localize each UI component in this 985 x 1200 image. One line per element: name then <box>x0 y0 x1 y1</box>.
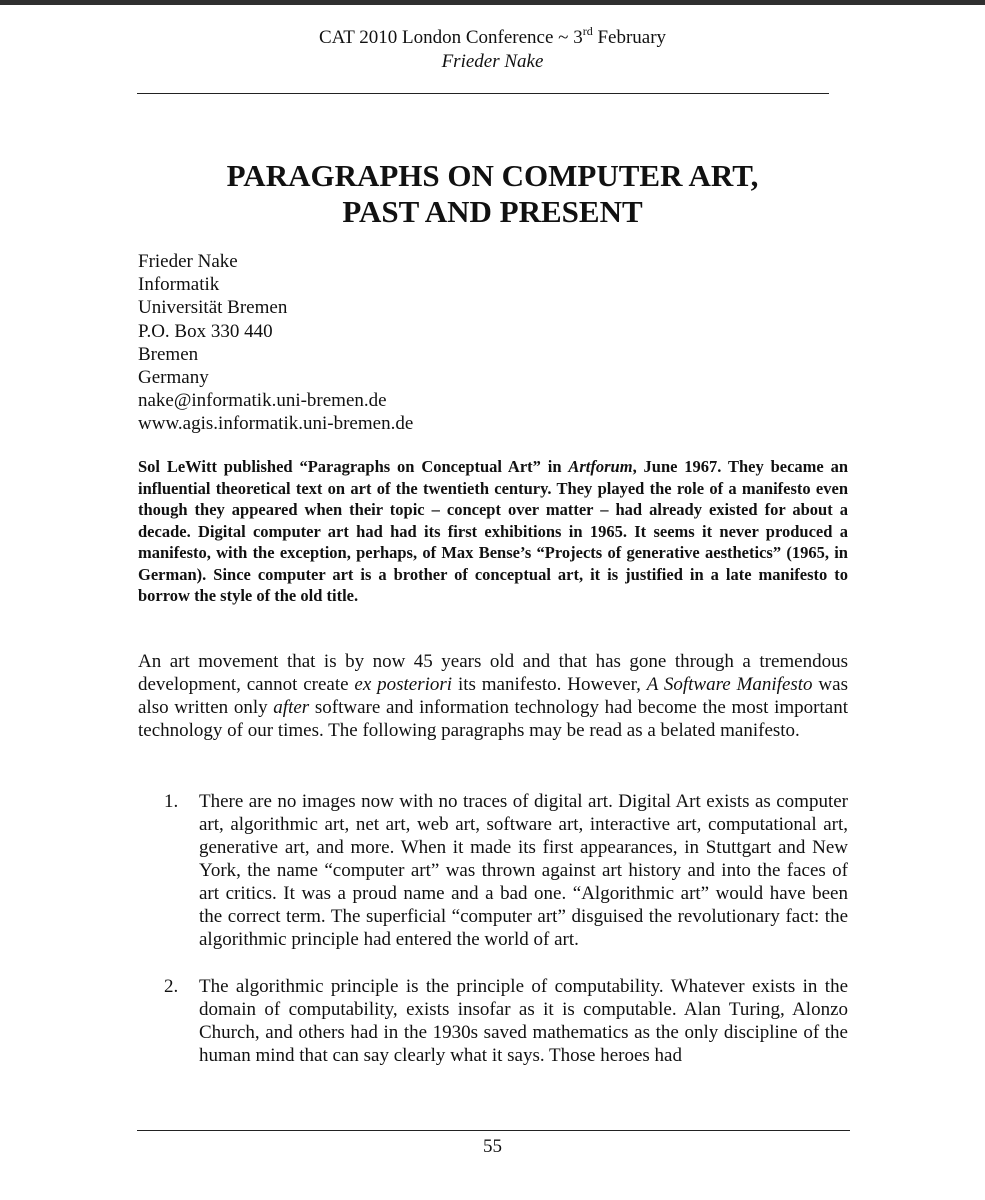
numbered-paragraph-1 <box>164 790 848 951</box>
header-rule <box>137 93 829 94</box>
department: Informatik <box>138 274 220 296</box>
po-box: P.O. Box 330 440 <box>138 320 273 342</box>
paragraph-text: There are no images now with no traces of digital art. Digital Art exists as computer art, algorithmic art, net art, web art, software art, interactive art, computational art, generative art, and more. When it made its first appearances, in Stuttgart and New York, the name “computer art” was thrown against art history and into the faces of art critics. It was a proud name and a bad one. “Algorithmic art” would have been the correct term. The superficial “computer art” disguised the revolutionary fact: the algorithmic principle had entered the world of art. <box>199 791 848 950</box>
email-address: nake@informatik.uni-bremen.de <box>138 390 387 412</box>
title-line-2: PAST AND PRESENT <box>342 194 643 229</box>
paragraph-number: 1. <box>164 791 179 812</box>
title-line-1: PARAGRAPHS ON COMPUTER ART, <box>226 158 759 193</box>
university: Universität Bremen <box>138 297 288 319</box>
paragraph-number: 2. <box>164 976 179 997</box>
author-address <box>138 250 413 436</box>
running-header-author: Frieder Nake <box>441 51 544 72</box>
paper-title <box>0 158 985 230</box>
footer-rule <box>137 1130 850 1131</box>
window-top-edge <box>0 0 985 5</box>
website-address: www.agis.informatik.uni-bremen.de <box>138 413 414 435</box>
author-name: Frieder Nake <box>138 251 238 272</box>
journal-name: Artforum <box>568 457 633 476</box>
page-number: 55 <box>483 1136 502 1157</box>
running-header-conference: CAT 2010 London Conference ~ 3rd February <box>318 24 667 48</box>
country: Germany <box>138 367 209 389</box>
abstract: Sol LeWitt published “Paragraphs on Conceptual Art” in Artforum, June 1967. They became an influential theoretical text on art of the twentieth century. They played the role of a manifesto even though they appeared when their topic – concept over matter – had already existed for about a decade. Digital computer art had had its first exhibitions in 1965. It seems it never produced a manifesto, with the exception, perhaps, of Max Bense’s “Projects of generative aesthetics” (1965, in German). Since computer art is a brother of conceptual art, it is justified in a late manifesto to borrow the style of the old title. <box>138 457 849 605</box>
city: Bremen <box>138 343 199 365</box>
ordinal-superscript: rd <box>582 24 593 38</box>
intro-paragraph: An art movement that is by now 45 years old and that has gone through a tremendous development, cannot create ex posteriori its manifesto. However, A Software Manifesto was also written only after software and information technology had become the most important technology of our times. The following paragraphs may be read as a belated manifesto. <box>138 651 848 741</box>
numbered-paragraph-2 <box>164 975 848 1067</box>
paragraph-text: The algorithmic principle is the principle of computability. Whatever exists in the domain of computability, exists insofar as it is computable. Alan Turing, Alonzo Church, and others had in the 1930s saved mathematics as the only discipline of the human mind that can say clearly what it says. Those heroes had <box>199 976 848 1066</box>
